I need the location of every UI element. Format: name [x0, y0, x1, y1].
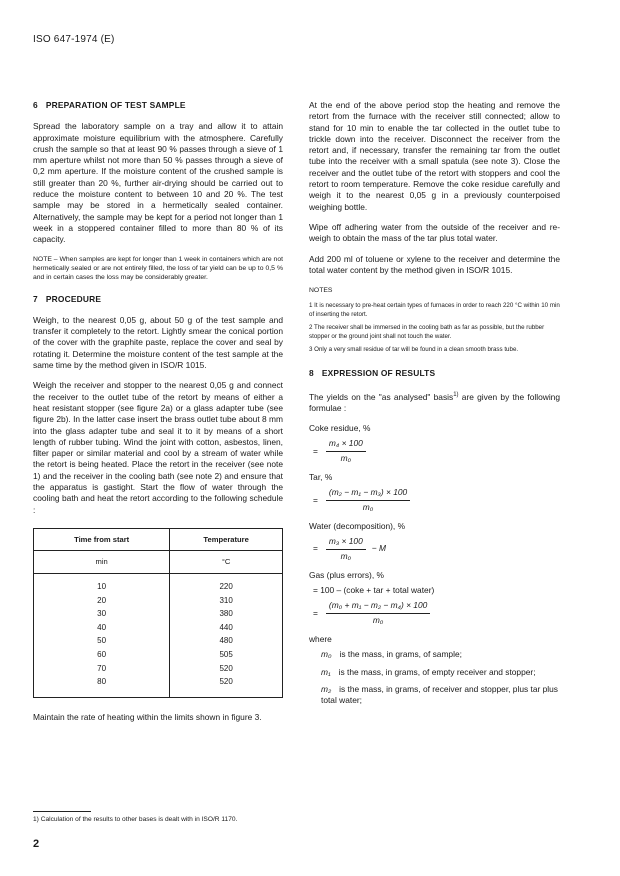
footnote-rule [33, 811, 91, 812]
section-7-paragraph-2: Weigh the receiver and stopper to the nearest 0,05 g and connect the receiver to the outlet tube of the retort by means of either a heat resistant stopper (see figure 2a) or a glass adapter tube (see figure 2b). In the latter case insert the brass outlet tube about 8 mm into the glass adapter tube and seal it to it by means of a short length of rubber tubing. Wind the joint with cotton, asbestos, linen, filter paper or similar material and cool by a stream of water while the retort is being heated. Place the retort in the receiver (see note 1) and the receiver in the cooling bath (see note 2) and ensure that the apparatus is gastight. Start the flow of water through the cooling bath and heat the retort according to the following schedule : [33, 380, 283, 515]
table-row [34, 675, 283, 697]
table-row [34, 573, 283, 593]
cell-temperature: 380 [170, 607, 283, 621]
unit-temperature: °C [170, 550, 283, 573]
cell-temperature: 520 [170, 661, 283, 675]
procedure-continued-paragraph-1: At the end of the above period stop the heating and remove the retort from the furnace with the receiver still connected; allow to stand for 10 min to enable the tar collected in the outlet tube to trickle down into the receiver. Disconnect the receiver from the retort and, if necessary, transfer the remaining tar from the outlet tube into the receiver with a small spatula (see note 3). Close the receiver and the outlet tube of the retort with stoppers and cool the retort to room temperature. Remove the coke residue carefully and weigh it to the nearest 0,05 g in a previously counterpoised weighing bottle. [309, 100, 560, 212]
cell-time: 30 [34, 607, 170, 621]
gas-formula-line-1: = 100 – (coke + tar + total water) [313, 585, 435, 596]
gas-label: Gas (plus errors), % [309, 569, 384, 580]
table-row [34, 648, 283, 662]
definition-m0: m₀ is the mass, in grams, of sample; [321, 649, 462, 660]
procedure-continued-paragraph-2: Wipe off adhering water from the outside of the receiver and re-weigh to obtain the mass of the tar plus total water. [309, 221, 560, 244]
section-7-heading: 7 PROCEDURE [33, 293, 102, 304]
col-header-time: Time from start [34, 528, 170, 550]
notes-title: NOTES [309, 287, 333, 295]
cell-time: 80 [34, 675, 170, 697]
cell-time: 60 [34, 648, 170, 662]
section-7-paragraph-1: Weigh, to the nearest 0,05 g, about 50 g of the test sample and transfer it completely to the retort. Lightly smear the conical portion of the cover with the graphite paste, replace the cover and seal by rotating it. Determine the moisture content of the test sample at the same time by the method given in ISO/R 1015. [33, 314, 283, 371]
section-8-heading: 8 EXPRESSION OF RESULTS [309, 368, 436, 379]
cell-time: 50 [34, 634, 170, 648]
note-2: 2 The receiver shall be immersed in the cooling bath as far as possible, but the rubber stopper or the ground joint shall not touch the water. [309, 324, 545, 340]
left-column [33, 100, 283, 732]
definition-m1: m₁ is the mass, in grams, of empty receiver and stopper; [321, 666, 536, 677]
heating-schedule-table [33, 528, 283, 698]
right-column [309, 100, 560, 713]
coke-label: Coke residue, % [309, 423, 371, 434]
table-row [34, 607, 283, 621]
tar-label: Tar, % [309, 472, 333, 483]
cell-temperature: 440 [170, 621, 283, 635]
section-6-heading: 6 PREPARATION OF TEST SAMPLE [33, 100, 186, 110]
cell-time: 70 [34, 661, 170, 675]
cell-temperature: 480 [170, 634, 283, 648]
note-1: 1 It is necessary to pre-heat certain types of furnaces in order to reach 220 °C within 10 min of inserting the retort. [309, 302, 560, 318]
section-8-intro: The yields on the "as analysed" basis$^{1)}$ are given by the following formulae : [309, 391, 560, 413]
definition-m2: m₂ is the mass, in grams, of receiver and stopper, plus tar plus total water; [321, 683, 558, 706]
page-number: 2 [33, 838, 40, 850]
section-6-note: NOTE – When samples are kept for longer than 1 week in containers which are not hermetically sealed or are not entirely filled, the loss of tar yield can be up to 0,5 % and in certain cases the loss may be considerably greater. [33, 255, 283, 281]
cell-time: 10 [34, 573, 170, 593]
tar-formula: = $\frac{\text{(m₂ − m₁ − m₃) × 100}}{\text{m₀}}$ [313, 487, 560, 513]
section-6-paragraph: Spread the laboratory sample on a tray and allow it to attain approximate moisture equilibrium with the atmosphere. Carefully crush the sample so that at least 90 % passes through a sieve of 1 mm aperture whilst not more than 50 % passes through a sieve of 0,2 mm aperture. If the moisture content of the crushed sample is still greater than 20 %, further air-drying should be carried out to reduce the moisture content to between 10 and 20 %. The test sample may be stored in a hermetically sealed container. Alternatively, the sample may be kept for a period not longer than 1 week in a stoppered container filled to more than 80 % of its capacity. [33, 121, 283, 245]
where-label: where [309, 634, 332, 645]
table-row [34, 661, 283, 675]
cell-temperature: 220 [170, 573, 283, 593]
note-3: 3 Only a very small residue of tar will be found in a clean smooth brass tube. [309, 346, 519, 354]
gas-formula: = $\frac{\text{(m₀ + m₁ − m₂ − m₄) × 100}}{\text{m₀}}$ [313, 600, 560, 626]
table-row [34, 621, 283, 635]
section-7-paragraph-3: Maintain the rate of heating within the limits shown in figure 3. [33, 711, 262, 722]
procedure-continued-paragraph-3: Add 200 ml of toluene or xylene to the receiver and determine the total water content by the method given in ISO/R 1015. [309, 253, 560, 275]
cell-temperature: 310 [170, 594, 283, 608]
document-header: ISO 647-1974 (E) [33, 34, 115, 45]
coke-formula: = $\frac{\text{m₄ × 100}}{\text{m₀}}$ [313, 438, 560, 464]
water-formula: = $\frac{\text{m₃ × 100}}{\text{m₀}}$ − M [313, 536, 386, 561]
cell-time: 20 [34, 594, 170, 608]
cell-temperature: 520 [170, 675, 283, 697]
unit-time: min [34, 550, 170, 573]
cell-temperature: 505 [170, 648, 283, 662]
col-header-temperature: Temperature [170, 528, 283, 550]
table-row [34, 634, 283, 648]
cell-time: 40 [34, 621, 170, 635]
water-label: Water (decomposition), % [309, 520, 406, 531]
table-row [34, 594, 283, 608]
footnote-ref: 1) [453, 391, 459, 398]
footnote: 1) Calculation of the results to other bases is dealt with in ISO/R 1170. [33, 816, 238, 823]
